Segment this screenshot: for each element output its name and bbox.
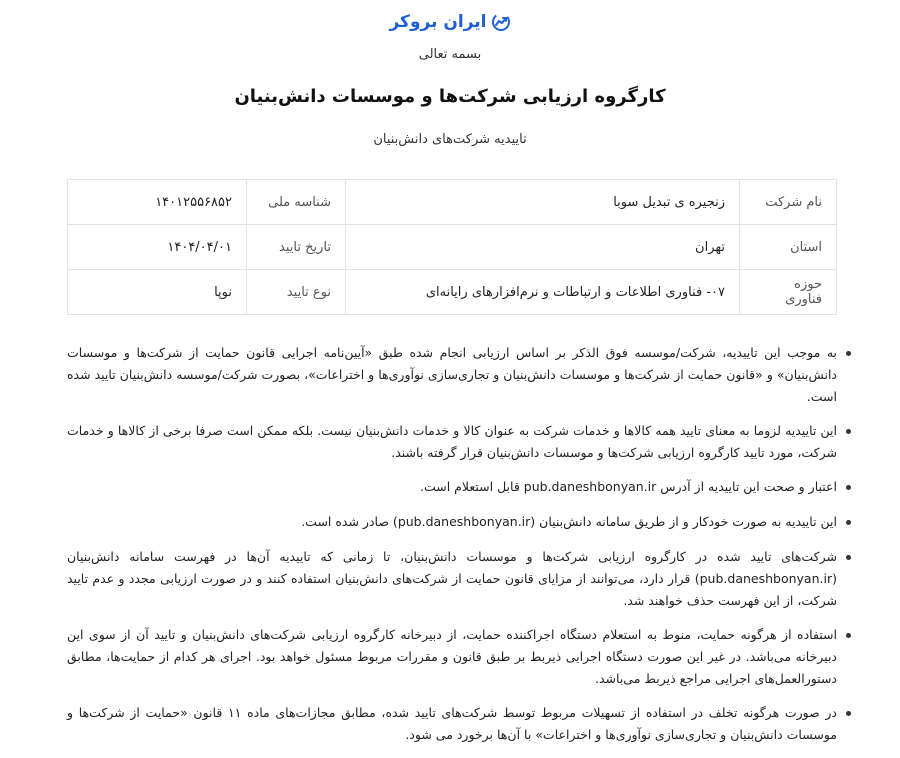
chart-trend-icon xyxy=(491,12,511,32)
page-title: کارگروه ارزیابی شرکت‌ها و موسسات دانش‌بنیان xyxy=(234,86,666,107)
note-item: استفاده از هرگونه حمایت، منوط به استعلام دستگاه اجراکننده حمایت، از دبیرخانه کارگروه ارزیابی شرکت‌های دانش‌بنیان و تایید آن از سوی این دبیرخانه می‌باشد. در غیر این صورت دستگاه اجرایی ذیربط بر طبق قانون و مقررات مربوط مسئول خواهد بود. اجرای هر کدام از حمایت‌ها، مطابق دستورالعمل‌های اجرایی مراجع ذیربط می‌باشد. xyxy=(67,624,837,690)
province-label: استان xyxy=(740,225,837,270)
table-row xyxy=(68,225,837,270)
table-row xyxy=(68,270,837,315)
national-id-value: ۱۴۰۱۲۵۵۶۸۵۲ xyxy=(68,180,247,225)
basmala: بسمه تعالی xyxy=(418,47,482,62)
province-value: تهران xyxy=(346,225,740,270)
brand-logo xyxy=(0,12,900,32)
national-id-label: شناسه ملی xyxy=(247,180,346,225)
approval-type-value: نوپا xyxy=(68,270,247,315)
approval-date-label: تاریخ تایید xyxy=(247,225,346,270)
note-item: به موجب این تاییدیه، شرکت/موسسه فوق الذکر بر اساس ارزیابی انجام شده طبق «آیین‌نامه اجرایی قانون حمایت از شرکت‌ها و موسسات دانش‌بنیان» و «قانون حمایت از شرکت‌ها و موسسات دانش‌بنیان و تجاری‌سازی نوآوری‌ها و اختراعات»، بصورت شرکت/موسسه دانش‌بنیان تایید شده است. xyxy=(67,342,837,408)
brand-name: ایران بروکر xyxy=(389,12,487,32)
company-name-value: زنجیره ی تبدیل سوبا xyxy=(346,180,740,225)
note-item: در صورت هرگونه تخلف در استفاده از تسهیلات مربوط توسط شرکت‌های تایید شده، مطابق مجازات‌های ماده ۱۱ قانون «حمایت از شرکت‌ها و موسسات دانش‌بنیان و تجاری‌سازی نوآوری‌ها و اختراعات» با آن‌ها برخورد می شود. xyxy=(67,702,837,746)
notes-list xyxy=(67,342,855,758)
approval-type-label: نوع تایید xyxy=(247,270,346,315)
tech-field-label: حوزه فناوری xyxy=(740,270,837,315)
note-item: این تاییدیه لزوما به معنای تایید همه کالاها و خدمات شرکت به عنوان کالا و خدمات دانش‌بنیان نیست. بلکه ممکن است صرفا برخی از کالاها و خدمات شرکت، مورد تایید کارگروه ارزیابی شرکت‌ها و موسسات دانش‌بنیان قرار گرفته باشند. xyxy=(67,420,837,464)
note-item: این تاییدیه به صورت خودکار و از طریق سامانه دانش‌بنیان (pub.daneshbonyan.ir) صادر شده است. xyxy=(67,511,837,533)
table-row xyxy=(68,180,837,225)
tech-field-value: ۰۷- فناوری اطلاعات و ارتباطات و نرم‌افزارهای رایانه‌ای xyxy=(346,270,740,315)
approval-date-value: ۱۴۰۴/۰۴/۰۱ xyxy=(68,225,247,270)
page-subtitle: تاییدیه شرکت‌های دانش‌بنیان xyxy=(373,132,527,147)
note-item: شرکت‌های تایید شده در کارگروه ارزیابی شرکت‌ها و موسسات دانش‌بنیان، تا زمانی که تاییدیه آن‌ها در فهرست سامانه دانش‌بنیان (pub.daneshbonyan.ir) قرار دارد، می‌توانند از مزایای قانون حمایت از شرکت‌های دانش‌بنیان استفاده کنند و در صورت ارزیابی مجدد و عدم تایید شرکت، از این فهرست حذف خواهند شد. xyxy=(67,546,837,612)
company-info-table xyxy=(67,179,837,315)
company-name-label: نام شرکت xyxy=(740,180,837,225)
note-item: اعتبار و صحت این تاییدیه از آدرس pub.daneshbonyan.ir قابل استعلام است. xyxy=(67,476,837,498)
